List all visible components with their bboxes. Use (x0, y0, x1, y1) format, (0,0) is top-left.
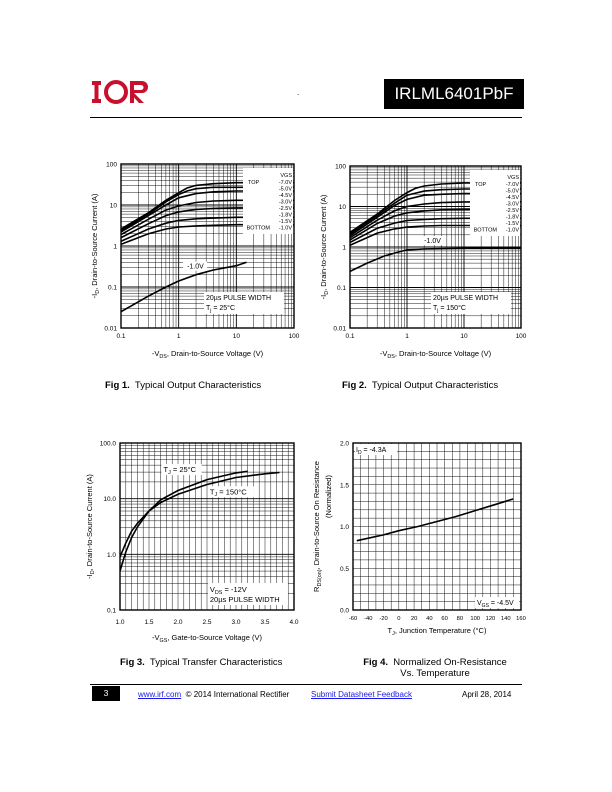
chart4-xtick: 160 (516, 616, 526, 622)
chart2-ytick: 100 (335, 163, 346, 171)
chart2-xtick: 100 (515, 333, 527, 340)
chart2-top-label: TOP (475, 182, 487, 188)
chart4-xlabel: $T_J$, Junction Temperature (°C) (387, 626, 487, 637)
chart2-ytick: 0.1 (336, 285, 346, 292)
chart4-ylabel-normalized: (Normalized) (324, 475, 333, 518)
part-number: IRLML6401PbF (384, 79, 524, 109)
chart3-series-2 (120, 473, 280, 557)
chart1-ytick: 1 (113, 243, 117, 251)
chart2-vgs-label: -1.5V (505, 221, 519, 227)
chart1-note-pulse: 20µs PULSE WIDTH (206, 295, 272, 302)
chart1-vgs-label: -7.0V (278, 180, 292, 186)
chart4-xtick: 40 (426, 616, 433, 622)
footer-rule (90, 684, 522, 685)
chart2-xtick: 0.1 (345, 333, 355, 340)
chart1-bottom-label: BOTTOM (246, 225, 270, 232)
chart3-ytick: 10.0 (103, 496, 116, 504)
chart1-vgs-label: -5.0V (278, 186, 292, 193)
chart3-xtick: 4.0 (289, 619, 299, 626)
chart4-ytick: 1.0 (339, 524, 349, 531)
chart1-ylabel: $-I_D$, Drain-to-Source Current (A) (90, 193, 101, 299)
header-dot: . (297, 88, 300, 97)
fig4-title: Normalized On-Resistance (393, 657, 507, 668)
chart2-note-pulse: 20µs PULSE WIDTH (433, 295, 499, 302)
chart3-group (85, 441, 299, 644)
chart2-vgs-label: -7.0V (505, 182, 519, 188)
chart2-vgs-label: -5.0V (505, 188, 519, 195)
chart3-label-25c: $T_J = 25^\circ C$ (163, 465, 197, 476)
chart2-ytick: 1 (342, 244, 346, 252)
chart4-group (312, 441, 526, 637)
fig1-title: Typical Output Characteristics (134, 380, 262, 391)
chart1-group (90, 162, 300, 360)
chart3-xlabel: $-V_{GS}$, Gate-to-Source Voltage (V) (152, 633, 262, 644)
fig4-num: Fig 4. (363, 657, 388, 668)
footer-site-link[interactable]: www.irf.com (138, 690, 182, 699)
chart2-bottom-label: BOTTOM (473, 227, 497, 234)
chart3-label-150c: $T_J = 150^\circ C$ (209, 487, 247, 499)
fig2-title: Typical Output Characteristics (371, 380, 499, 391)
chart1-vgs-label: -1.8V (278, 212, 292, 219)
chart1-vgs-header: VGS (280, 173, 292, 179)
chart1-xtick: 100 (288, 333, 300, 340)
chart3-ytick: 100.0 (99, 440, 116, 448)
page-number: 3 (92, 686, 120, 701)
chart2-xtick: 10 (460, 333, 468, 340)
chart1-xlabel: $-V_{DS}$, Drain-to-Source Voltage (V) (151, 349, 264, 360)
fig4-caption (350, 657, 520, 679)
chart4-ytick: 2.0 (339, 440, 349, 448)
chart2-vgs-label: -2.5V (505, 208, 519, 214)
chart2-curve-label: -1.0V (424, 238, 441, 246)
chart3-note-pulse: 20µs PULSE WIDTH (209, 595, 280, 604)
feedback-link[interactable]: Submit Datasheet Feedback (311, 690, 412, 699)
chart4-ytick: 0.5 (339, 565, 349, 573)
chart1-ytick: 0.1 (107, 284, 117, 292)
chart4-xtick: 100 (470, 616, 481, 622)
fig3-title: Typical Transfer Characteristics (149, 657, 283, 668)
chart3-xtick: 3.0 (231, 619, 241, 626)
chart4-xtick: 0 (397, 616, 401, 622)
chart4-grid (353, 443, 521, 610)
chart2-vgs-label: -3.0V (505, 201, 519, 208)
fig2-num: Fig 2. (342, 380, 367, 391)
chart2-vgs-header: VGS (507, 175, 519, 181)
fig4-title2: Vs. Temperature (400, 668, 470, 679)
fig1-caption (105, 380, 261, 391)
chart4-xtick: -20 (379, 616, 388, 622)
chart1-vgs-label: -2.5V (278, 206, 292, 212)
chart4-note-vgs: $V_{GS} = -4.5V$ (477, 600, 514, 609)
chart1-xtick: 0.1 (116, 333, 126, 340)
chart1-note-temp: $T_j = 25^\circ C$ (206, 305, 236, 314)
chart1-ytick: 100 (106, 161, 117, 169)
chart3-ytick: 0.1 (106, 607, 116, 615)
chart4-xtick: 60 (441, 616, 448, 622)
chart4-xtick: -60 (348, 616, 358, 622)
chart2-vgs-label: -1.8V (505, 214, 519, 221)
chart1-vgs-label: -3.0V (278, 199, 292, 206)
fig3-num: Fig 3. (120, 657, 145, 668)
chart1-vgs-label: -4.5V (278, 193, 292, 199)
chart4-xtick: 20 (410, 616, 418, 622)
chart3-ylabel: $-I_D$, Drain-to-Source Current (A) (85, 474, 96, 579)
footer-date: April 28, 2014 (462, 690, 512, 699)
chart4-xtick: 140 (500, 616, 511, 622)
chart2-ytick: 0.01 (333, 325, 346, 333)
chart3-note-vds: $V_{DS} = -12V$ (209, 585, 247, 596)
chart2-group (319, 164, 527, 360)
chart3-xtick: 2.0 (173, 619, 183, 626)
chart1-xtick: 10 (232, 333, 240, 340)
chart1-vgs-label: -1.5V (278, 219, 292, 225)
chart2-vgs-label: -1.0V (505, 227, 519, 234)
chart2-vgs-label: -4.5V (505, 195, 519, 201)
chart1-vgs-label: -1.0V (278, 225, 292, 232)
chart1-curve-label: -1.0V (187, 263, 204, 271)
footer-copyright: © 2014 International Rectifier (185, 690, 290, 699)
fig3-caption (120, 657, 282, 668)
chart2-ylabel: $-I_D$, Drain-to-Source Current (A) (319, 194, 330, 300)
chart1-xtick: 1 (176, 333, 181, 340)
footer-feedback-wrap (311, 690, 412, 699)
chart1-ytick: 10 (109, 202, 117, 210)
chart3-xtick: 1.0 (115, 619, 125, 626)
footer-site-wrap (138, 690, 289, 699)
chart4-series-1 (357, 499, 514, 541)
chart4-ylabel: $R_{DS(on)}$, Drain-to-Source On Resistance (312, 461, 323, 592)
chart3-ytick: 1.0 (106, 551, 116, 559)
fig1-num: Fig 1. (105, 380, 130, 391)
chart1-top-label: TOP (248, 180, 260, 186)
chart3-xtick: 3.5 (260, 619, 270, 626)
chart2-ytick: 10 (338, 204, 346, 211)
chart4-ytick: 0.0 (339, 607, 349, 615)
chart1-ytick: 0.01 (104, 325, 117, 333)
chart4-xtick: 80 (456, 616, 464, 622)
chart4-xtick: 120 (485, 616, 496, 622)
chart4-xtick: -40 (364, 616, 373, 622)
chart3-xtick: 1.5 (144, 619, 154, 626)
chart4-note-id: $I_D = -4.3A$ (356, 447, 387, 456)
chart2-xtick: 1 (405, 333, 409, 340)
fig2-caption (342, 380, 498, 391)
chart2-note-temp: $T_j = 150^\circ C$ (433, 305, 466, 314)
chart2-xlabel: $-V_{DS}$, Drain-to-Source Voltage (V) (379, 349, 492, 360)
chart2-series-8 (350, 248, 521, 271)
chart3-xtick: 2.5 (202, 619, 212, 626)
chart4-ytick: 1.5 (339, 482, 349, 490)
